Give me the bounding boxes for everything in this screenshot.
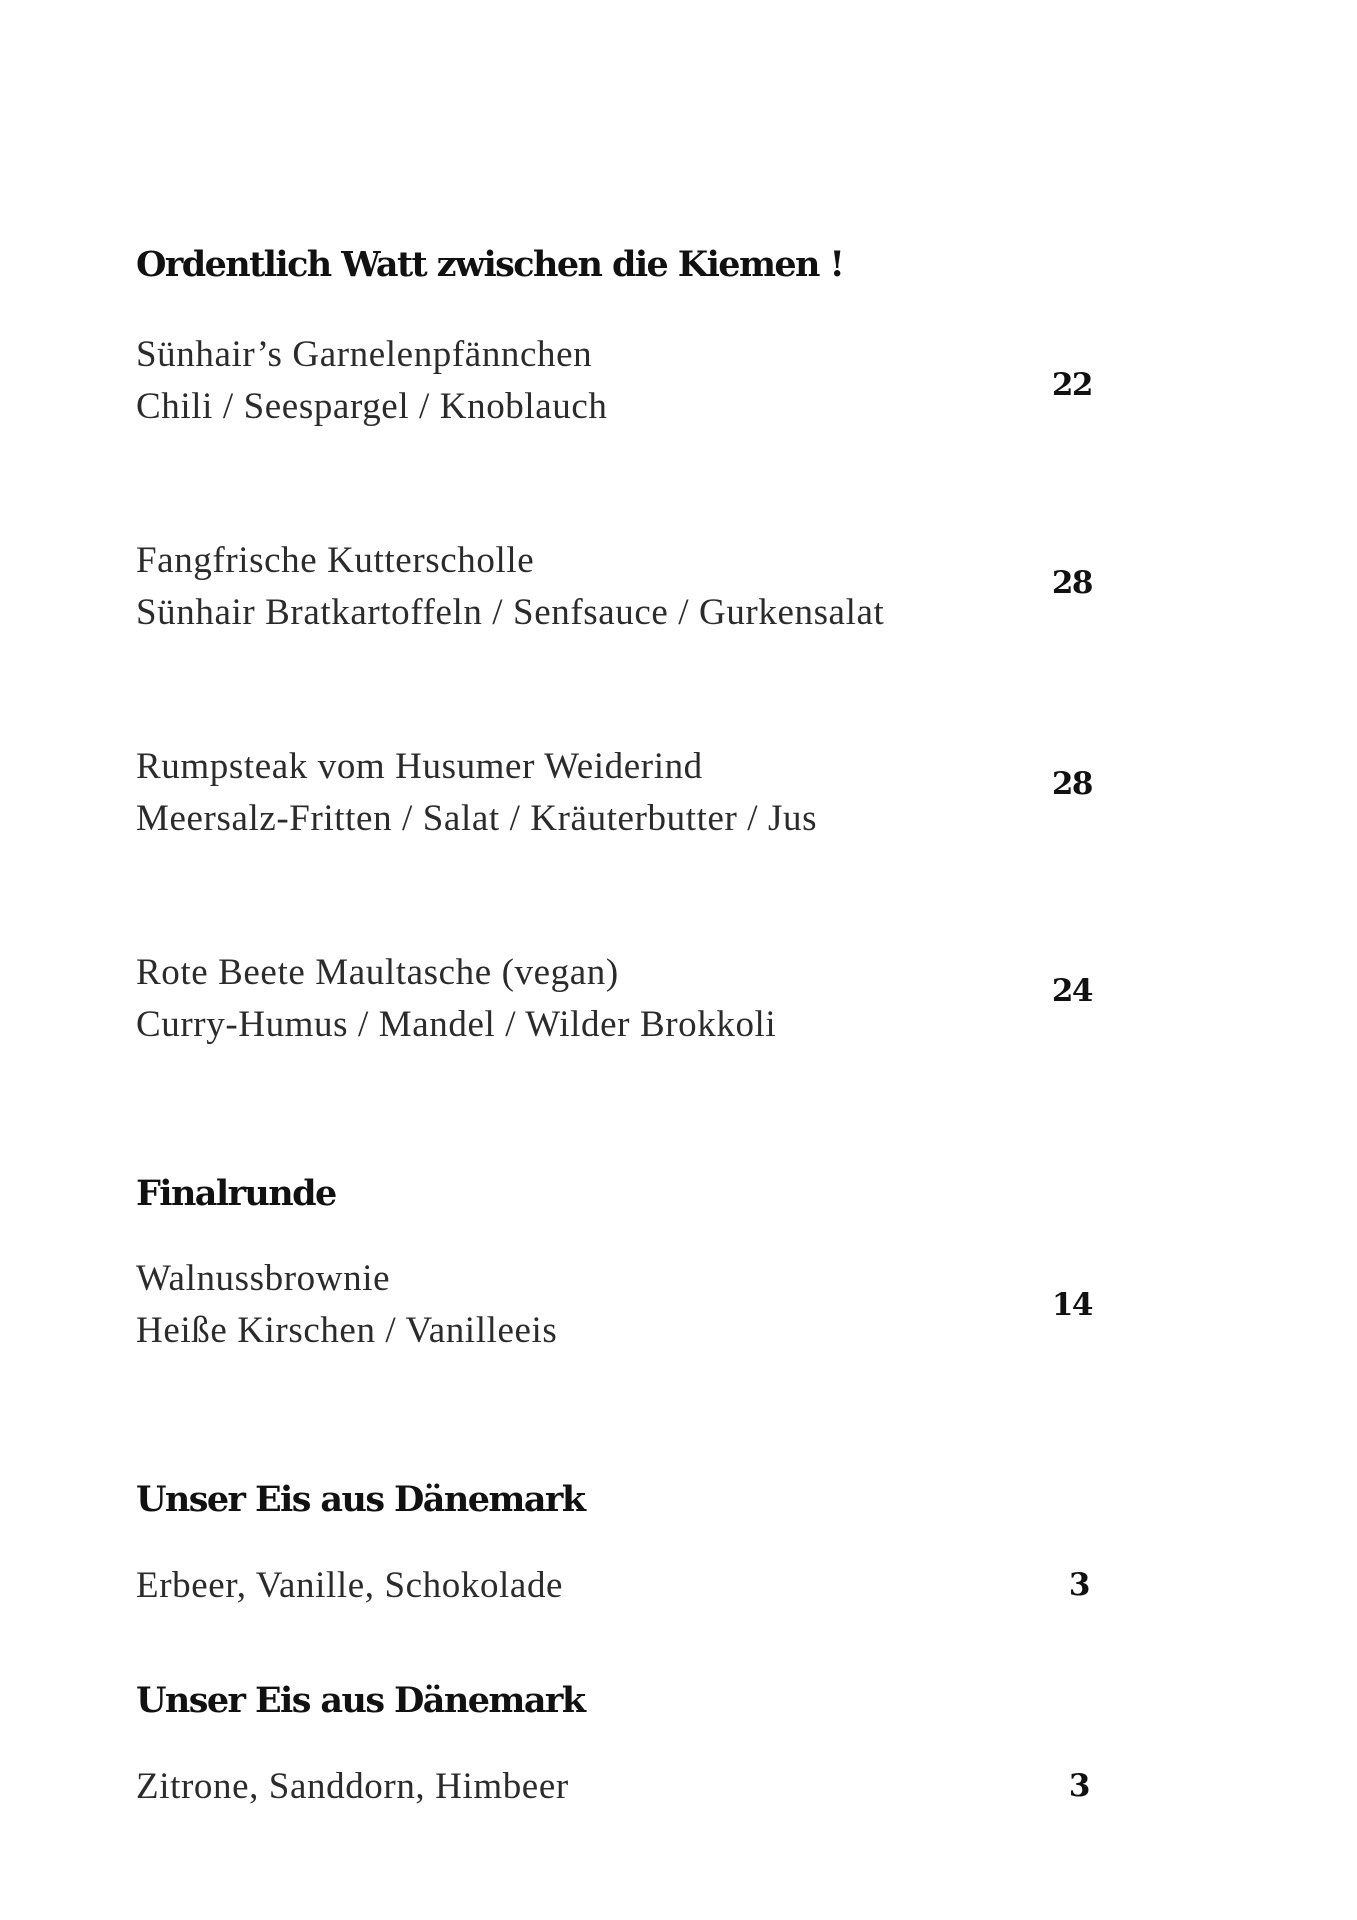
section-heading-ice-cream: Unser Eis aus Dänemark — [136, 1479, 585, 1520]
menu-item-name: Walnussbrownie — [136, 1258, 391, 1299]
menu-item-name: Sünhair’s Garnelenpfännchen — [136, 334, 593, 375]
menu-item-name: Zitrone, Sanddorn, Himbeer — [136, 1766, 569, 1807]
section-heading-dessert: Finalrunde — [136, 1173, 336, 1214]
section-heading-ice-cream: Unser Eis aus Dänemark — [136, 1680, 585, 1721]
menu-item-price: 3 — [1068, 1768, 1089, 1804]
menu-item-price: 28 — [1051, 565, 1092, 601]
menu-item-price: 14 — [1051, 1287, 1092, 1323]
menu-item-name: Erbeer, Vanille, Schokolade — [136, 1565, 564, 1606]
menu-item-price: 3 — [1068, 1567, 1089, 1603]
menu-item-name: Fangfrische Kutterscholle — [136, 540, 535, 581]
menu-item-name: Rumpsteak vom Husumer Weiderind — [136, 746, 703, 787]
menu-item-description: Heiße Kirschen / Vanilleeis — [136, 1310, 558, 1351]
menu-item-price: 28 — [1051, 766, 1092, 802]
menu-item-price: 22 — [1051, 367, 1092, 403]
menu-item-description: Chili / Seespargel / Knoblauch — [136, 386, 608, 427]
section-heading-main-courses: Ordentlich Watt zwischen die Kiemen ! — [136, 244, 844, 285]
menu-item-name: Rote Beete Maultasche (vegan) — [136, 952, 619, 993]
menu-item-price: 24 — [1051, 973, 1092, 1009]
menu-item-description: Sünhair Bratkartoffeln / Senfsauce / Gurkensalat — [136, 592, 885, 633]
menu-item-description: Meersalz-Fritten / Salat / Kräuterbutter / Jus — [136, 798, 818, 839]
menu-item-description: Curry-Humus / Mandel / Wilder Brokkoli — [136, 1004, 777, 1045]
